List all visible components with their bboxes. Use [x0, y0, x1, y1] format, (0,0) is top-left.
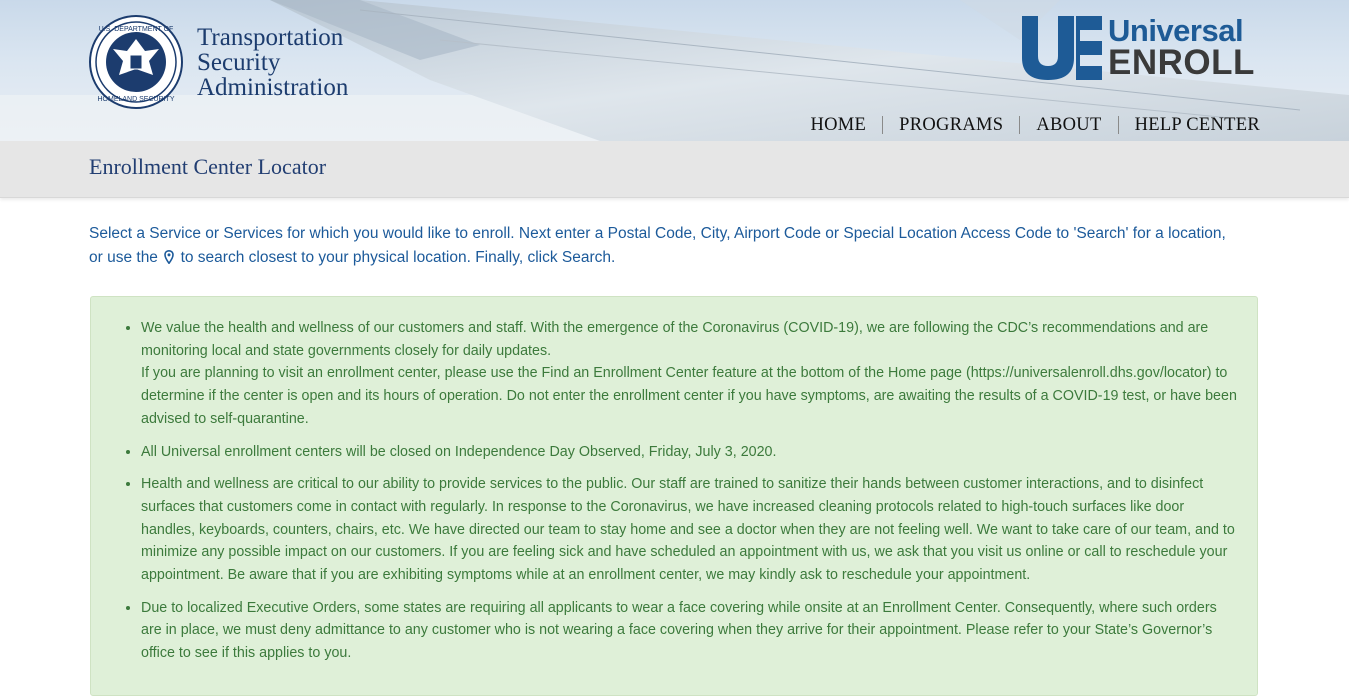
- ue-monogram-icon: [1020, 16, 1102, 80]
- notice-item: [141, 473, 1237, 587]
- tsa-logo-line: Transportation: [197, 23, 344, 51]
- page-title: Enrollment Center Locator: [89, 154, 327, 179]
- notice-item: [141, 597, 1237, 665]
- covid-notice-box: [90, 296, 1258, 696]
- nav-programs[interactable]: PROGRAMS: [882, 116, 1019, 134]
- notice-paragraph: • Due to localized Executive Orders, some states are requiring all applicants to wear a face covering while onsite at an Enrollment Center. Consequently, where such orders are in place, we must deny admittance to any customer who is not wearing a face covering when they arrive for their appointment. Please refer to your State’s Governor’s office to see if this applies to you.: [141, 599, 1217, 662]
- tsa-logo[interactable]: [89, 15, 348, 109]
- main-nav: [810, 116, 1260, 134]
- nav-about[interactable]: ABOUT: [1019, 116, 1117, 134]
- dhs-seal-icon: [89, 15, 183, 109]
- svg-text:U.S. DEPARTMENT OF: U.S. DEPARTMENT OF: [98, 26, 174, 33]
- tsa-logo-line: Administration: [197, 73, 349, 101]
- notice-paragraph: • All Universal enrollment centers will be closed on Independence Day Observed, Friday, July 3, 2020.: [141, 443, 777, 460]
- ue-logo-enroll: ENROLL: [1108, 43, 1255, 82]
- ue-logo-universal: Universal: [1108, 13, 1244, 48]
- ue-logo-text: [1108, 13, 1255, 82]
- notice-list: [91, 317, 1237, 665]
- site-header: [0, 0, 1349, 141]
- notice-paragraph: • We value the health and wellness of our customers and staff. With the emergence of the Coronavirus (COVID-19), we are following the CDC’s recommendations and are monitoring local and state governments closely for daily updates.: [141, 320, 1209, 359]
- nav-home[interactable]: HOME: [810, 115, 867, 135]
- universal-enroll-logo[interactable]: [1020, 13, 1255, 82]
- notice-item: [141, 317, 1237, 431]
- page-title-bar: [0, 141, 1349, 198]
- intro-text: Select a Service or Services for which you would like to enroll. Next enter a Postal Code, City, Airport Code or Special Location Access Code to 'Search' for a location, or use the: [89, 225, 1226, 266]
- intro-text-end: to search closest to your physical location. Finally, click Search.: [180, 249, 616, 266]
- tsa-logo-line: Security: [197, 48, 281, 76]
- tsa-logo-text: [197, 25, 348, 100]
- svg-text:HOMELAND SECURITY: HOMELAND SECURITY: [97, 96, 175, 103]
- notice-item: [141, 441, 1237, 464]
- nav-help-center[interactable]: HELP CENTER: [1118, 116, 1260, 134]
- intro-instructions: [89, 222, 1239, 270]
- notice-paragraph: • Health and wellness are critical to our ability to provide services to the public. Our staff are trained to sanitize their hands between customer interactions, and to disinfect surfaces that customers come in contact with regularly. In response to the Coronavirus, we have increased cleaning protocols related to high-touch surfaces like door handles, keyboards, counters, chairs, etc. We have directed our team to stay home and see a doctor when they are not feeling well. We want to take care of our team, and to minimize any possible impact on our customers. If you are feeling sick and have scheduled an appointment with us, we ask that you visit us online or call to reschedule your appointment. Be aware that if you are exhibiting symptoms while at an enrollment center, we may kindly ask to reschedule your appointment.: [141, 476, 1235, 584]
- notice-paragraph: If you are planning to visit an enrollment center, please use the Find an Enrollment Center feature at the bottom of the Home page (https://universalenroll.dhs.gov/locator) to determine if the center is open and its hours of operation. Do not enter the enrollment center if you have symptoms, are awaiting the results of a COVID-19 test, or have been advised to self-quarantine.: [141, 365, 1237, 427]
- map-marker-icon: [164, 250, 174, 264]
